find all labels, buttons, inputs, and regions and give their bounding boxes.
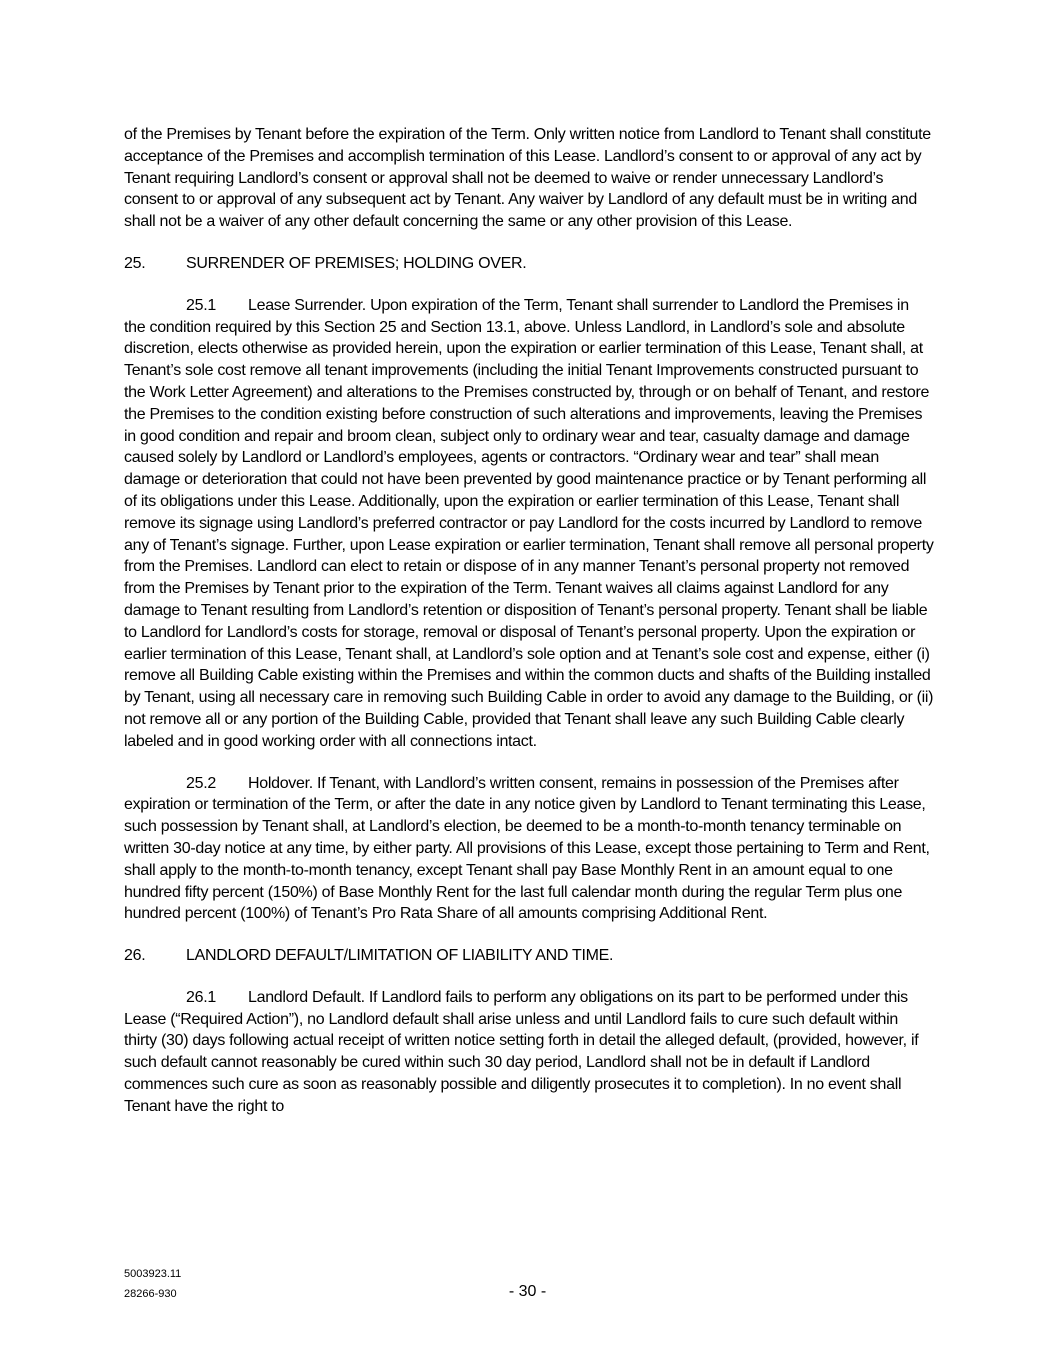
subsection-text: If Landlord fails to perform any obligations on its part to be performed under this Lease (“Required Action”), no Landlord default shall arise unless and until Landlord fails to cure such default within thirty (30) days following actual receipt of written notice setting forth in detail the alleged default, (provided, however, if such default cannot reasonably be cured within such 30 day period, Landlord shall not be in default if Landlord commences such cure as soon as reasonably possible and diligently prosecutes it to completion). In no event shall Tenant have the right to [124, 988, 919, 1115]
section-number: 26. [124, 947, 146, 965]
section-25-1-paragraph [124, 295, 934, 753]
section-title: SURRENDER OF PREMISES; HOLDING OVER. [186, 254, 527, 272]
footer-doc-id: 5003923.11 [124, 1268, 182, 1280]
section-25-2-paragraph [124, 773, 934, 926]
subsection-number: 25.1 [186, 296, 216, 314]
footer-matter-id: 28266-930 [124, 1288, 177, 1300]
subsection-text: Upon expiration of the Term, Tenant shall surrender to Landlord the Premises in the condition required by this Section 25 and Section 13.1, above. Unless Landlord, in Landlord’s sole and absolute discretion, elects otherwise as provided herein, upon the expiration or earlier termination of this Lease, Tenant shall, at Tenant’s sole cost remove all tenant improvements (including the initial Tenant Improvements constructed pursuant to the Work Letter Agreement) and alterations to the Premises constructed by, through or on behalf of Tenant, and restore the Premises to the condition existing before construction of such alterations and improvements, leaving the Premises in good condition and repair and broom clean, subject only to ordinary wear and tear, casualty damage and damage caused solely by Landlord or Landlord’s employees, agents or contractors. “Ordinary wear and tear” shall mean damage or deterioration that could not have been prevented by good maintenance practice or by Tenant performing all of its obligations under this Lease. Additionally, upon the expiration or earlier termination of this Lease, Tenant shall remove its signage using Landlord’s preferred contractor or pay Landlord for the costs incurred by Landlord to remove any of Tenant’s signage. Further, upon Lease expiration or earlier termination, Tenant shall remove all personal property from the Premises. Landlord can elect to retain or dispose of in any manner Tenant’s personal property not removed from the Premises by Tenant prior to the expiration of the Term. Tenant waives all claims against Landlord for any damage to Tenant resulting from Landlord’s retention or disposition of Tenant’s personal property. Tenant shall be liable to Landlord for Landlord’s costs for storage, removal or disposal of Tenant’s personal property. Upon the expiration or earlier termination of this Lease, Tenant shall, at Landlord’s sole option and at Tenant’s sole cost and expense, either (i) remove all Building Cable existing within the Premises and within the common ducts and shafts of the Building installed by Tenant, using all necessary care in removing such Building Cable in order to avoid any damage to the Building, or (ii) not remove all or any portion of the Building Cable, provided that Tenant shall leave any such Building Cable clearly labeled and in good working order with all connections intact. [124, 296, 934, 750]
subsection-text: If Tenant, with Landlord’s written consent, remains in possession of the Premises after expiration or termination of the Term, or after the date in any notice given by Landlord to Tenant terminating this Lease, such possession by Tenant shall, at Landlord’s election, be deemed to be a month-to-month tenancy terminable on written 30-day notice at any time, by either party. All provisions of this Lease, except those pertaining to Term and Rent, shall apply to the month-to-month tenancy, except Tenant shall pay Base Monthly Rent in an amount equal to one hundred fifty percent (150%) of Base Monthly Rent for the last full calendar month during the regular Term plus one hundred percent (100%) of Tenant’s Pro Rata Share of all amounts comprising Additional Rent. [124, 774, 930, 923]
subsection-caption: Lease Surrender. [248, 296, 366, 314]
section-25-heading [124, 253, 934, 275]
subsection-number: 25.2 [186, 774, 216, 792]
section-title: LANDLORD DEFAULT/LIMITATION OF LIABILITY AND TIME. [186, 947, 614, 965]
section-number: 25. [124, 254, 146, 272]
section-26-1-paragraph [124, 987, 934, 1118]
intro-paragraph: of the Premises by Tenant before the expiration of the Term. Only written notice from Landlord to Tenant shall constitute acceptance of the Premises and accomplish termination of this Lease. Landlord’s consent to or approval of any act by Tenant requiring Landlord’s consent or approval shall not be deemed to waive or render unnecessary Landlord’s consent to or approval of any subsequent act by Tenant. Any waiver by Landlord of any default must be in writing and shall not be a waiver of any other default concerning the same or any other provision of this Lease. [124, 126, 931, 231]
section-26-heading [124, 945, 934, 967]
document-page [124, 124, 934, 1138]
subsection-caption: Holdover. [248, 774, 313, 792]
subsection-caption: Landlord Default. [248, 988, 365, 1006]
page-number: - 30 - [508, 1283, 547, 1300]
subsection-number: 26.1 [186, 988, 216, 1006]
